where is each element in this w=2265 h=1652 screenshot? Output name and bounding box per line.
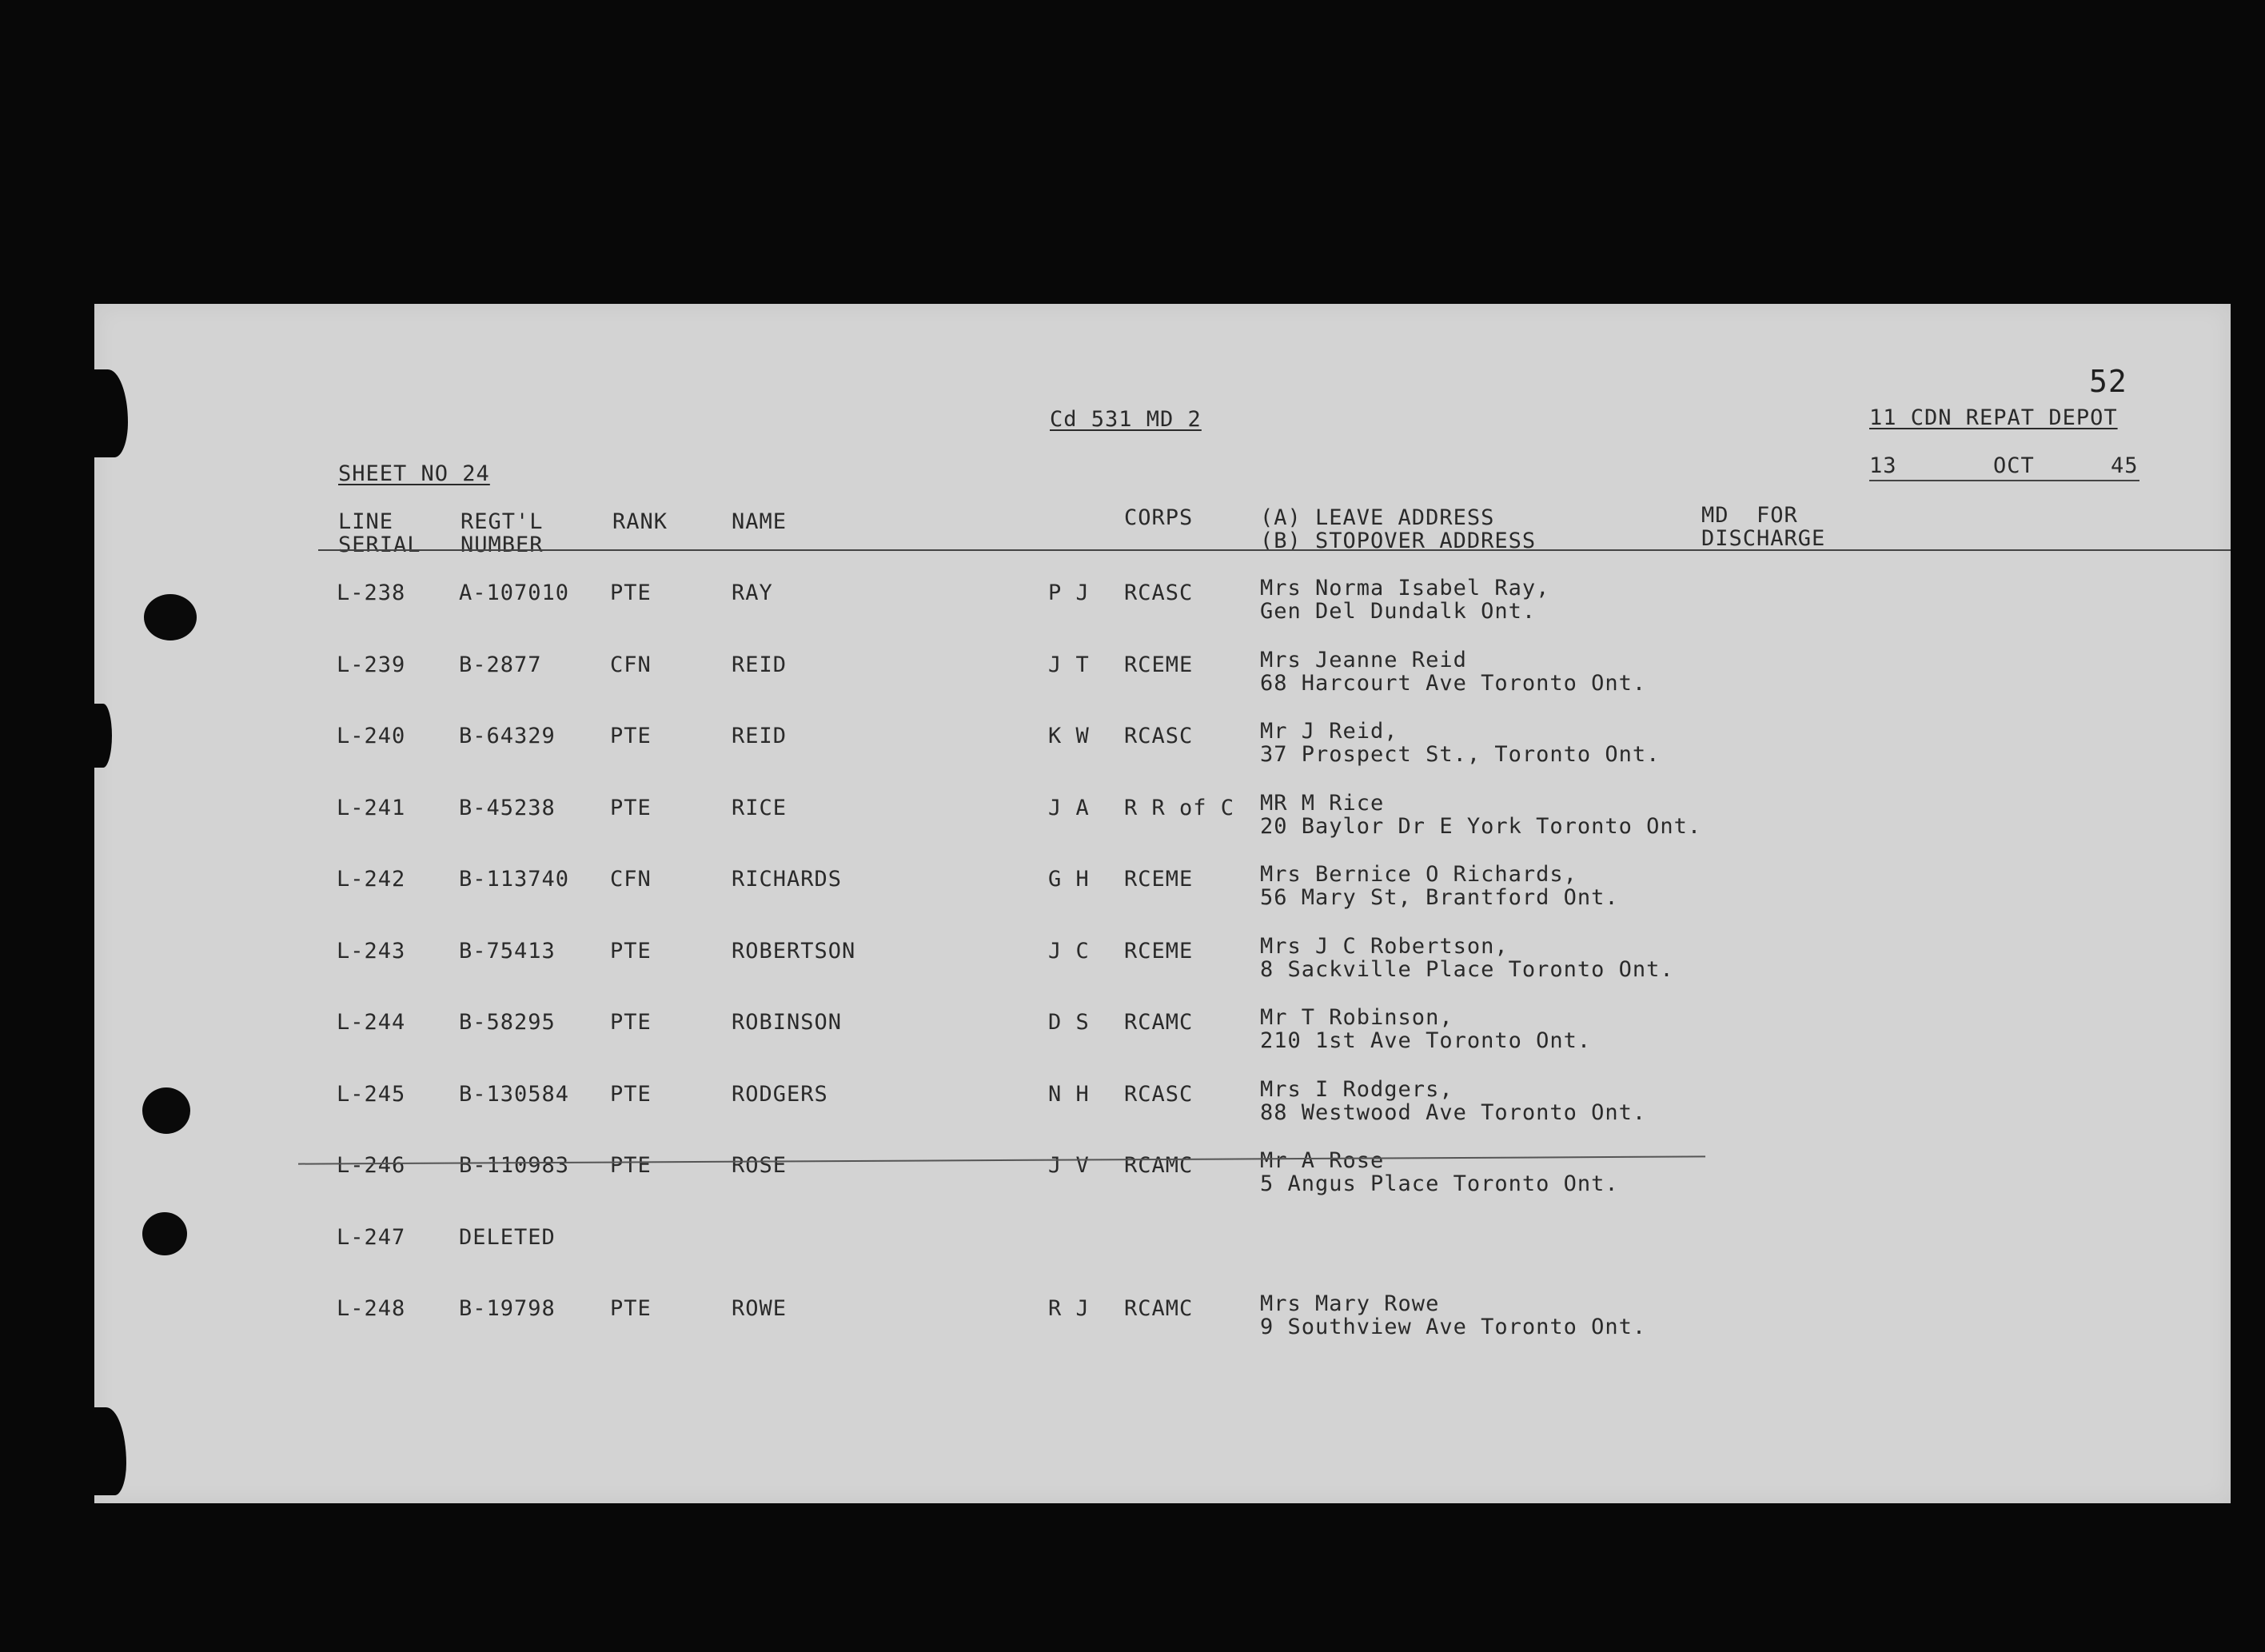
cell-initials: J C [1048,939,1090,964]
cell-rank: PTE [610,581,652,605]
punch-hole [142,1212,187,1255]
cell-rank: PTE [610,1082,652,1107]
cell-leave-address: Mrs Jeanne Reid [1260,648,1467,672]
header-leave-address: (A) LEAVE ADDRESS [1260,505,1495,530]
header-number: NUMBER [461,533,544,557]
cell-corps: RCASC [1124,1082,1194,1107]
cell-line-serial: L-241 [337,796,406,820]
punch-hole [142,1087,190,1134]
cell-stopover-address: 8 Sackville Place Toronto Ont. [1260,957,1674,982]
cell-regimental-number: B-58295 [459,1010,556,1035]
cell-corps: RCEME [1124,652,1194,677]
cell-leave-address: Mrs I Rodgers, [1260,1077,1454,1102]
cell-stopover-address: 9 Southview Ave Toronto Ont. [1260,1315,1647,1339]
cell-leave-address: Mrs Norma Isabel Ray, [1260,576,1550,601]
cell-stopover-address: 210 1st Ave Toronto Ont. [1260,1028,1592,1053]
cell-soldier-name: REID [732,652,788,677]
header-line: LINE [338,509,394,534]
cell-rank: PTE [610,1296,652,1321]
cell-line-serial: L-245 [337,1082,406,1107]
cell-regimental-number: B-64329 [459,724,556,748]
document-code: Cd 531 MD 2 [1050,407,1202,432]
cell-corps: RCASC [1124,724,1194,748]
cell-regimental-number: B-19798 [459,1296,556,1321]
cell-stopover-address: 20 Baylor Dr E York Toronto Ont. [1260,814,1702,839]
cell-regimental-number: B-2877 [459,652,542,677]
punch-hole [144,594,197,640]
cell-line-serial: L-238 [337,581,406,605]
header-name: NAME [732,509,788,534]
cell-corps: RCEME [1124,867,1194,892]
cell-initials: J A [1048,796,1090,820]
cell-initials: G H [1048,867,1090,892]
cell-leave-address: Mr J Reid, [1260,719,1398,744]
cell-initials: D S [1048,1010,1090,1035]
page-number: 52 [2089,364,2127,399]
cell-leave-address: Mrs J C Robertson, [1260,934,1509,959]
cell-regimental-number: A-107010 [459,581,570,605]
date-month: OCT [1993,453,2035,478]
record-sheet [94,304,2231,1503]
cell-soldier-name: ROWE [732,1296,788,1321]
cell-leave-address: MR M Rice [1260,791,1385,816]
cell-rank: PTE [610,939,652,964]
cell-corps: RCEME [1124,939,1194,964]
cell-soldier-name: ROBERTSON [732,939,856,964]
header-regtl: REGT'L [461,509,544,534]
cell-corps: RCAMC [1124,1296,1194,1321]
date-day: 13 [1869,453,1897,478]
cell-rank: PTE [610,1153,652,1178]
cell-corps: RCAMC [1124,1153,1194,1178]
cell-line-serial: L-244 [337,1010,406,1035]
cell-regimental-number: B-113740 [459,867,570,892]
cell-soldier-name: RICE [732,796,788,820]
cell-regimental-number: B-75413 [459,939,556,964]
cell-rank: PTE [610,724,652,748]
cell-soldier-name: ROBINSON [732,1010,843,1035]
header-corps: CORPS [1124,505,1194,530]
torn-edge [94,704,112,768]
cell-stopover-address: 37 Prospect St., Toronto Ont. [1260,742,1661,767]
cell-rank: PTE [610,796,652,820]
depot-name: 11 CDN REPAT DEPOT [1869,405,2118,430]
cell-regimental-number: B-130584 [459,1082,570,1107]
cell-rank: PTE [610,1010,652,1035]
header-md-for: MD FOR [1701,503,1798,528]
header-serial: SERIAL [338,533,421,557]
header-discharge: DISCHARGE [1701,526,1826,551]
cell-stopover-address: Gen Del Dundalk Ont. [1260,599,1537,624]
cell-leave-address: Mr A Rose [1260,1148,1385,1173]
cell-line-serial: L-242 [337,867,406,892]
cell-leave-address: Mr T Robinson, [1260,1005,1454,1030]
cell-initials: R J [1048,1296,1090,1321]
cell-rank: CFN [610,652,652,677]
header-stopover-address: (B) STOPOVER ADDRESS [1260,529,1537,553]
cell-initials: P J [1048,581,1090,605]
cell-initials: N H [1048,1082,1090,1107]
cell-line-serial: L-247 [337,1225,406,1250]
date-year: 45 [2111,453,2139,478]
cell-initials: K W [1048,724,1090,748]
cell-initials: J T [1048,652,1090,677]
cell-corps: R R of C [1124,796,1235,820]
cell-line-serial: L-239 [337,652,406,677]
cell-soldier-name: REID [732,724,788,748]
cell-stopover-address: 56 Mary St, Brantford Ont. [1260,885,1619,910]
cell-soldier-name: ROSE [732,1153,788,1178]
cell-leave-address: Mrs Mary Rowe [1260,1291,1440,1316]
cell-stopover-address: 68 Harcourt Ave Toronto Ont. [1260,671,1647,696]
cell-line-serial: L-248 [337,1296,406,1321]
sheet-number: SHEET NO 24 [338,461,490,486]
cell-stopover-address: 5 Angus Place Toronto Ont. [1260,1171,1619,1196]
header-rule [318,549,2231,551]
cell-corps: RCAMC [1124,1010,1194,1035]
cell-stopover-address: 88 Westwood Ave Toronto Ont. [1260,1100,1647,1125]
cell-line-serial: L-243 [337,939,406,964]
cell-soldier-name: RICHARDS [732,867,843,892]
cell-line-serial: L-246 [337,1153,406,1178]
cell-regimental-number: DELETED [459,1225,556,1250]
cell-initials: J V [1048,1153,1090,1178]
cell-leave-address: Mrs Bernice O Richards, [1260,862,1577,887]
cell-line-serial: L-240 [337,724,406,748]
date-underline [1869,480,2139,481]
cell-regimental-number: B-45238 [459,796,556,820]
cell-rank: CFN [610,867,652,892]
cell-regimental-number: B-110983 [459,1153,570,1178]
cell-soldier-name: RODGERS [732,1082,828,1107]
header-rank: RANK [612,509,668,534]
cell-soldier-name: RAY [732,581,773,605]
cell-corps: RCASC [1124,581,1194,605]
